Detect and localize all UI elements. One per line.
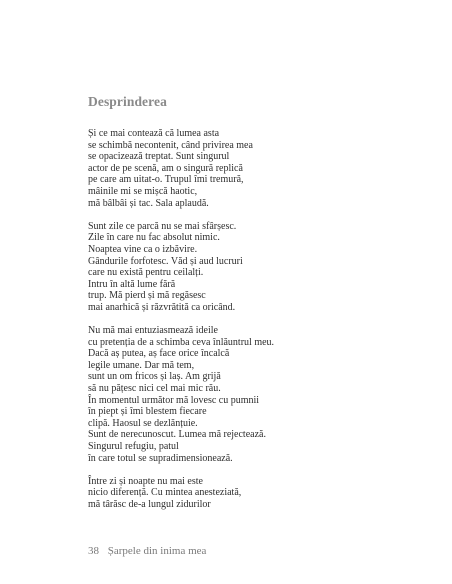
poem-line: pe care am uitat-o. Trupul îmi tremură, xyxy=(88,174,244,186)
poem-line: care nu există pentru ceilalți. xyxy=(88,267,204,279)
poem-line: Sunt zile ce parcă nu se mai sfârșesc. xyxy=(88,220,237,232)
poem-line: se schimbă necontenit, când privirea mea xyxy=(88,139,253,151)
poem-line: se opacizează treptat. Sunt singurul xyxy=(88,151,230,163)
poem-line: Între zi și noapte nu mai este xyxy=(88,475,203,487)
stanza xyxy=(88,325,388,464)
poem-line: Singurul refugiu, patul xyxy=(88,441,179,453)
poem-line: Și ce mai contează că lumea asta xyxy=(88,128,220,139)
poem-title: Desprinderea xyxy=(88,94,167,109)
poem-line: în care totul se supradimensionează. xyxy=(88,452,233,464)
poem-line: sunt un om fricos și laș. Am grijă xyxy=(88,371,221,383)
page-number: 38 xyxy=(88,545,99,557)
stanza xyxy=(88,128,388,209)
page-footer xyxy=(88,545,206,557)
poem-line: nicio diferență. Cu mintea anesteziată, xyxy=(88,487,242,499)
poem-line: mă târăsc de-a lungul zidurilor xyxy=(88,499,211,510)
poem-line: să nu pățesc nici cel mai mic rău. xyxy=(88,383,221,395)
stanza xyxy=(88,476,388,511)
poem-line: Noaptea vine ca o izbăvire. xyxy=(88,243,198,255)
stanza xyxy=(88,221,388,314)
poem-line: Gândurile forfotesc. Văd și aud lucruri xyxy=(88,255,243,267)
poem-line: trup. Mă pierd și mă regăsesc xyxy=(88,290,206,302)
poem-line: legile umane. Dar mă tem, xyxy=(88,359,195,371)
poem-line: actor de pe scenă, am o singură replică xyxy=(88,162,243,174)
poem-line: mă bâlbâi și tac. Sala aplaudă. xyxy=(88,197,209,209)
poem-line: Sunt de nerecunoscut. Lumea mă rejectează. xyxy=(88,429,266,441)
poem-line: Intru în altă lume fără xyxy=(88,278,176,290)
poem-line: În momentul următor mă lovesc cu pumnii xyxy=(88,394,260,406)
poem-line: Zile în care nu fac absolut nimic. xyxy=(88,232,220,244)
poem-line: mâinile mi se mișcă haotic, xyxy=(88,185,198,197)
poem-line: Dacă aș putea, aș face orice încalcă xyxy=(88,348,230,360)
poem-line: clipă. Haosul se dezlănțuie. xyxy=(88,417,198,429)
book-title: Șarpele din inima mea xyxy=(107,545,207,557)
poem-line: mai anarhică și răzvrătită ca oricând. xyxy=(88,301,236,313)
poem-body xyxy=(88,128,388,522)
poem-line: în piept și îmi blestem fiecare xyxy=(88,406,207,418)
poem-line: Nu mă mai entuziasmează ideile xyxy=(88,325,218,337)
poem-line: cu pretenția de a schimba ceva înlăuntrul meu. xyxy=(88,336,275,348)
